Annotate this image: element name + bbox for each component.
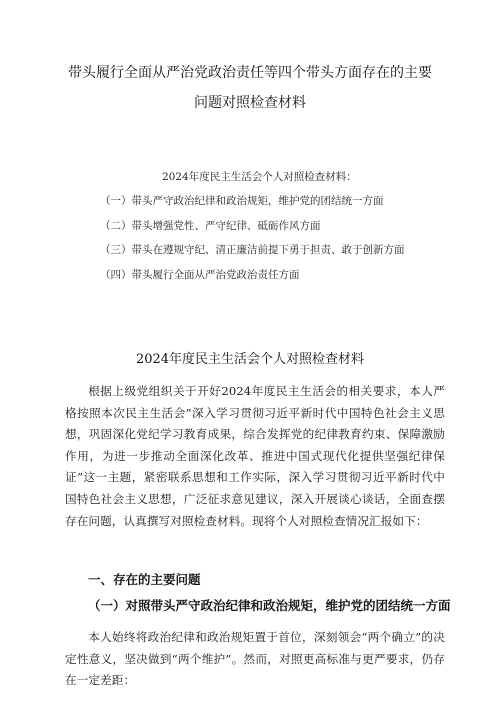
- toc-item-4: （四）带头履行全面从严治党政治责任方面: [100, 269, 300, 281]
- toc-item-1: （一）带头严守政治纪律和政治规矩，维护党的团结统一方面: [100, 195, 384, 207]
- heading-problems: 一、存在的主要问题: [88, 572, 201, 587]
- toc-item-2: （二）带头增强党性、严守纪律、砥砺作风方面: [100, 220, 321, 232]
- document-title-line-1: 带头履行全面从严治党政治责任等四个带头方面存在的主要: [68, 65, 432, 81]
- toc-item-3: （三）带头在遵规守纪、清正廉洁前提下勇于担责、敢于创新方面: [100, 244, 405, 256]
- body-paragraph: 本人始终将政治纪律和政治规矩置于首位，深刻领会“两个确立”的决定性意义，坚决做到“两个维护”。然而，对照更高标准与更严要求，仍存在一定差距：: [65, 630, 445, 688]
- toc-heading: 2024年度民主生活会个人对照检查材料：: [162, 171, 357, 183]
- intro-paragraph: 根据上级党组织关于开好2024年度民主生活会的相关要求，本人严格按照本次民主生活会”深入学习贯彻习近平新时代中国特色社会主义思想，巩固深化党纪学习教育成果，综合发挥党的纪律教育约束、保障激励作用，为进一步推动全面深化改革、推进中国式现代化提供坚强纪律保证”这一主题，紧密联系思想和工作实际，深入学习贯彻习近平新时代中国特色社会主义思想，广泛征求意见建议，深入开展谈心谈话，全面查摆存在问题，认真撰写对照检查材料。现将个人对照检查情况汇报如下：: [65, 384, 445, 528]
- section-title: 2024年度民主生活会个人对照检查材料: [135, 352, 365, 367]
- document-title-line-2: 问题对照检查材料: [194, 95, 306, 111]
- heading-political-discipline: （一）对照带头严守政治纪律和政治规矩，维护党的团结统一方面: [88, 598, 451, 613]
